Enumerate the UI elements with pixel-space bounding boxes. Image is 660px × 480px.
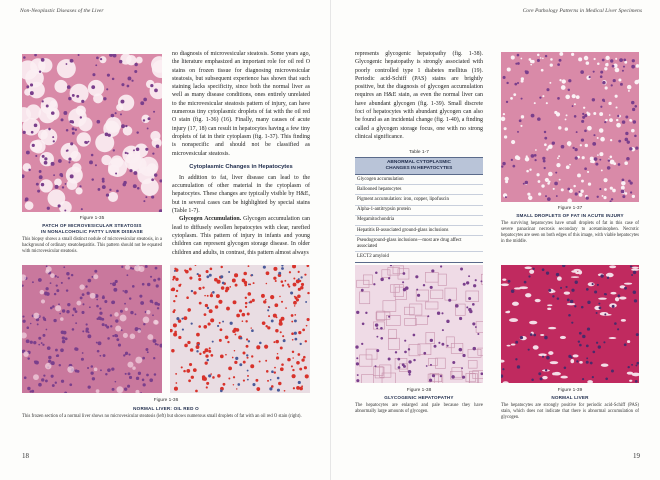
- figure-1-36-caption: This frozen section of a normal liver shows no microvesicular steatosis (left) but shows numerous small droplets of fat with an oil red O stain (right).: [22, 414, 302, 419]
- table-row: Pigment accumulation: iron, copper, lipofuscin: [355, 195, 483, 205]
- figure-1-35-title: [22, 223, 162, 235]
- paragraph: In addition to fat, liver disease can lead to the accumulation of other material in the cytoplasm of hepatocytes. These changes are typically visible by H&E, but in several cases can be highlighted by special stains (Table 1-7).: [172, 174, 310, 215]
- table-title-line: ABNORMAL CYTOPLASMIC: [386, 160, 452, 165]
- table-1-7: [355, 150, 483, 263]
- paragraph-text: Glycogen accumulation can lead to diffusely swollen hepatocytes with clear, rarefied cytoplasm. This pattern of injury in infants and young children can represent glycogen storage disease. In older children and adults, in contrast, this pattern almost always: [172, 216, 310, 256]
- figure-1-37-label: Figure 1-37: [557, 206, 583, 211]
- figure-1-36-label: Figure 1-36: [153, 398, 179, 403]
- right-column-1-text: [355, 50, 483, 141]
- paragraph: represents glycogenic hepatopathy (fig. 1-38). Glycogenic hepatopathy is strongly associated with poorly controlled type 1 diabetes mellitus (19). Periodic acid-Schiff (PAS) stains are brightly positive, but the diagnosis of glycogen accumulation requires an H&E stain, as even the normal liver can have abundant glycogen (fig. 1-39). Small discrete foci of hepatocytes with abundant glycogen can also be found as an incidental change (fig. 1-40), a finding called a glycogen storage focus, one with no strong clinical significance.: [355, 51, 483, 140]
- table-row: LECT2 amyloid: [355, 252, 483, 262]
- running-head-left: Non-Neoplastic Diseases of the Liver: [20, 8, 104, 14]
- figure-1-38-image: [355, 265, 483, 383]
- page-number-right: 19: [633, 452, 640, 460]
- inline-heading: Glycogen Accumulation.: [179, 216, 242, 223]
- section-heading: Cytoplasmic Changes in Hepatocytes: [189, 163, 293, 170]
- table-header: [355, 157, 483, 175]
- figure-1-36-left-image: [22, 265, 162, 393]
- figure-1-38-caption: The hepatocytes are enlarged and pale because they have abnormally large amounts of glycogen.: [355, 403, 483, 414]
- figure-1-39-image: [501, 265, 639, 383]
- table-row: Glycogen accumulation: [355, 175, 483, 185]
- table-label: Table 1-7: [409, 150, 429, 155]
- figure-1-36-title: NORMAL LIVER: OIL RED O: [133, 406, 199, 411]
- figure-1-35-title-line: IN NONALCOHOLIC FATTY LIVER DISEASE: [40, 229, 144, 234]
- page-number-left: 18: [22, 452, 29, 460]
- table-row: Megamitochondria: [355, 216, 483, 226]
- table-row: Pseudoground-glass inclusions—most are drug affect associated: [355, 236, 483, 252]
- paragraph: [172, 215, 310, 256]
- running-head-right: Core Pathology Patterns in Medical Liver Specimens: [522, 8, 642, 14]
- table-row: Hepatitis B-associated ground-glass inclusions: [355, 226, 483, 236]
- table-row: Alpha-1-antitrypsin protein: [355, 206, 483, 216]
- figure-1-38-label: Figure 1-38: [406, 388, 432, 393]
- figure-1-35-title-line: PATCH OF MICROVESICULAR STEATOSIS: [42, 223, 142, 228]
- table-title-line: CHANGES IN HEPATOCYTES: [385, 166, 453, 171]
- right-page: [330, 0, 660, 480]
- figure-1-35-image: [22, 54, 162, 212]
- figure-1-36-right-image: [170, 265, 310, 393]
- figure-1-37-title: SMALL DROPLETS OF FAT IN ACUTE INJURY: [516, 213, 624, 218]
- figure-1-37-image: [501, 52, 639, 202]
- figure-1-35-label: Figure 1-35: [79, 216, 105, 221]
- figure-1-35-caption: This biopsy shows a small distinct nodule of microvesicular steatosis, in a background of ordinary steatohepatitis. This pattern should not be equated with microvesicular steatosis.: [22, 237, 162, 254]
- figure-1-39-label: Figure 1-39: [557, 388, 583, 393]
- figure-1-39-caption: The hepatocytes are strongly positive for periodic acid-Schiff (PAS) stain, which does not indicate that there is abnormal accumulation of glycogen.: [501, 403, 639, 420]
- left-column-2-text: [172, 50, 310, 257]
- table-row: Ballooned hepatocytes: [355, 185, 483, 195]
- figure-1-39-title: NORMAL LIVER: [551, 395, 589, 400]
- figure-1-37-caption: The surviving hepatocytes have small droplets of fat in this case of severe panacinar necrosis secondary to acetaminophen. Necrotic hepatocytes are seen on both edges of this image, with viable hepatocytes in the middle.: [501, 221, 639, 244]
- figure-1-38-title: GLYCOGENIC HEPATOPATHY: [384, 395, 454, 400]
- paragraph: no diagnosis of microvesicular steatosis. Some years ago, the literature emphasized an important role for oil red O stains on frozen tissue for diagnosing microvesicular steatosis, but subsequent experience has shown that such staining lacks specificity, since both the normal liver as well as many disease conditions, ones entirely unrelated to the microvesicular steatosis pattern of injury, can have numerous tiny cytoplasmic droplets of fat with the oil red O stain (fig. 1-36) (16). Finally, many causes of acute injury (17, 18) can result in hepatocytes having a few tiny droplets of fat in their cytoplasm (fig. 1-37). This finding is nonspecific and should not be classified as microvesicular steatosis.: [172, 51, 310, 157]
